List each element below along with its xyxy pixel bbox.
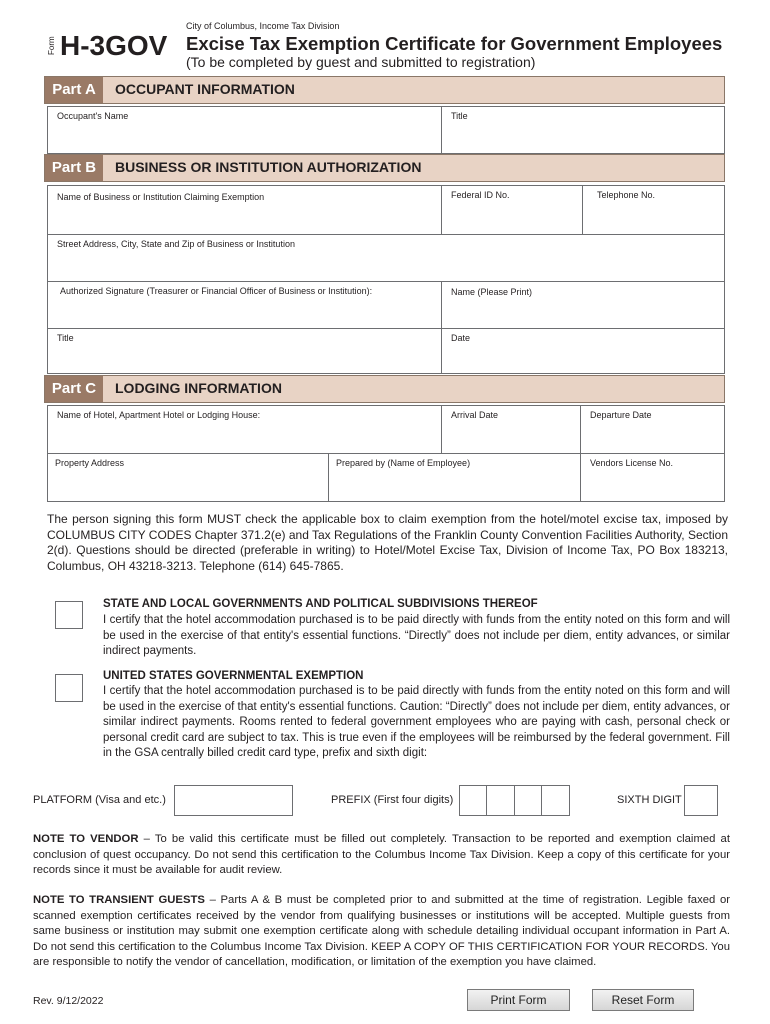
property-address-field[interactable]: [47, 453, 329, 502]
platform-input[interactable]: [174, 785, 293, 816]
sixth-digit-input[interactable]: [684, 785, 718, 816]
us-gov-body: I certify that the hotel accommodation purchased is to be paid directly with funds from the entity noted on this form and will be used in the exercise of that entity's essential functions. Caution: “Directly” does not include per diem, entity advances, or similar indirect payments. Rooms rented to federal government employees who are paying with cash, personal check or personal credit card are subject to tax. This is true even if the employees will be reimbursed by the federal government. Fill in the GSA centrally billed credit card type, prefix and sixth digit:: [103, 685, 730, 760]
prepared-by-label: Prepared by (Name of Employee): [336, 458, 471, 468]
street-address-label: Street Address, City, State and Zip of Business or Institution: [57, 239, 295, 249]
state-local-checkbox[interactable]: [55, 601, 83, 629]
part-c-title: LODGING INFORMATION: [115, 380, 282, 396]
division-label: City of Columbus, Income Tax Division: [186, 21, 340, 31]
part-c-tag: Part C: [45, 376, 103, 402]
note-to-vendor: [33, 832, 730, 879]
federal-id-label: Federal ID No.: [451, 190, 510, 200]
vendor-license-label: Vendors License No.: [590, 458, 674, 468]
authorizer-title-field[interactable]: [47, 328, 442, 374]
page-title: Excise Tax Exemption Certificate for Government Employees: [186, 33, 723, 54]
part-b-tag: Part B: [45, 155, 103, 181]
part-b-title: BUSINESS OR INSTITUTION AUTHORIZATION: [115, 159, 422, 175]
form-word: Form: [47, 36, 56, 55]
prefix-digit-2[interactable]: [486, 785, 515, 816]
property-address-label: Property Address: [55, 458, 125, 468]
occupant-title-label: Title: [451, 111, 468, 121]
business-name-field[interactable]: [47, 185, 442, 235]
telephone-label: Telephone No.: [597, 190, 656, 200]
part-a-tag: Part A: [45, 77, 103, 103]
vendor-license-field[interactable]: [580, 453, 725, 502]
note-guests-text: – Parts A & B must be completed prior to and submitted at the time of registration. Legible faxed or scanned exemption certificates received by the vendor from qualifying businesses or institutions will be accepted. Multiple guests from same business or institution may submit one exemption certificate along with schedule detailing individual occupant information in Part A. Do not send this certification to the Columbus Income Tax Division. KEEP A COPY OF THIS CERTIFICATION FOR YOUR RECORDS. You are responsible to notify the vendor of cancellation, modification, or limitation of the exemption you have claimed.: [33, 894, 730, 969]
note-vendor-lead: NOTE TO VENDOR: [33, 833, 139, 845]
date-label: Date: [451, 333, 471, 343]
us-gov-heading: UNITED STATES GOVERNMENTAL EXEMPTION: [103, 670, 364, 682]
prefix-digit-4[interactable]: [541, 785, 570, 816]
sixth-digit-label: SIXTH DIGIT: [617, 794, 682, 806]
hotel-name-label: Name of Hotel, Apartment Hotel or Lodging House:: [57, 410, 261, 420]
page-subtitle: (To be completed by guest and submitted to registration): [186, 54, 536, 70]
form-id: H-3GOV: [60, 30, 168, 61]
hotel-name-field[interactable]: [47, 405, 442, 454]
business-name-label: Name of Business or Institution Claiming Exemption: [57, 192, 265, 202]
street-address-field[interactable]: [47, 234, 725, 282]
print-name-field[interactable]: [441, 281, 725, 329]
part-a-header: [44, 76, 725, 104]
us-gov-checkbox[interactable]: [55, 674, 83, 702]
revision-date: Rev. 9/12/2022: [33, 995, 104, 1007]
part-c-header: [44, 375, 725, 403]
departure-date-field[interactable]: [580, 405, 725, 454]
platform-label: PLATFORM (Visa and etc.): [33, 794, 166, 806]
note-guests-lead: NOTE TO TRANSIENT GUESTS: [33, 894, 205, 906]
telephone-field[interactable]: [582, 185, 725, 235]
signature-label: Authorized Signature (Treasurer or Financial Officer of Business or Institution):: [60, 286, 373, 296]
occupant-name-label: Occupant's Name: [57, 111, 129, 121]
prepared-by-field[interactable]: [328, 453, 581, 502]
prefix-digit-3[interactable]: [514, 785, 542, 816]
occupant-title-field[interactable]: [441, 106, 725, 154]
authorizer-title-label: Title: [57, 333, 74, 343]
arrival-date-field[interactable]: [441, 405, 581, 454]
note-to-guests: [33, 893, 730, 971]
print-name-label: Name (Please Print): [451, 287, 533, 297]
prefix-digit-1[interactable]: [459, 785, 487, 816]
arrival-date-label: Arrival Date: [451, 410, 499, 420]
part-a-title: OCCUPANT INFORMATION: [115, 81, 295, 97]
instructions-text: The person signing this form MUST check the applicable box to claim exemption from the hotel/motel excise tax, imposed by COLUMBUS CITY CODES Chapter 371.2(e) and Tax Regulations of the Franklin County Convention Facilities Authority, Section 2(d). Questions should be directed (preferable in writing) to Hotel/Motel Excise Tax, Division of Income Tax, PO Box 183213, Columbus, OH 43218-3213. Telephone (614) 645-7865.: [47, 512, 728, 573]
reset-form-button[interactable]: Reset Form: [592, 989, 694, 1011]
departure-date-label: Departure Date: [590, 410, 652, 420]
state-local-body: I certify that the hotel accommodation purchased is to be paid directly with funds from the entity noted on this form and will be used in the exercise of that entity's essential functions. “Directly” does not include per diem, entity advances, or similar indirect payments.: [103, 614, 730, 658]
signature-field[interactable]: [47, 281, 442, 329]
print-form-button[interactable]: Print Form: [467, 989, 570, 1011]
note-vendor-text: – To be valid this certificate must be filled out completely. Transaction to be reported and exemption claimed at conclusion of quest occupancy. Do not send this certification to the Columbus Income Tax Division. Keep a copy of this certificate for your records since it must be available for audit review.: [33, 833, 730, 877]
federal-id-field[interactable]: [441, 185, 583, 235]
date-field[interactable]: [441, 328, 725, 374]
prefix-label: PREFIX (First four digits): [331, 794, 454, 806]
part-b-header: [44, 154, 725, 182]
occupant-name-field[interactable]: [47, 106, 442, 154]
state-local-heading: STATE AND LOCAL GOVERNMENTS AND POLITICAL SUBDIVISIONS THEREOF: [103, 598, 538, 610]
